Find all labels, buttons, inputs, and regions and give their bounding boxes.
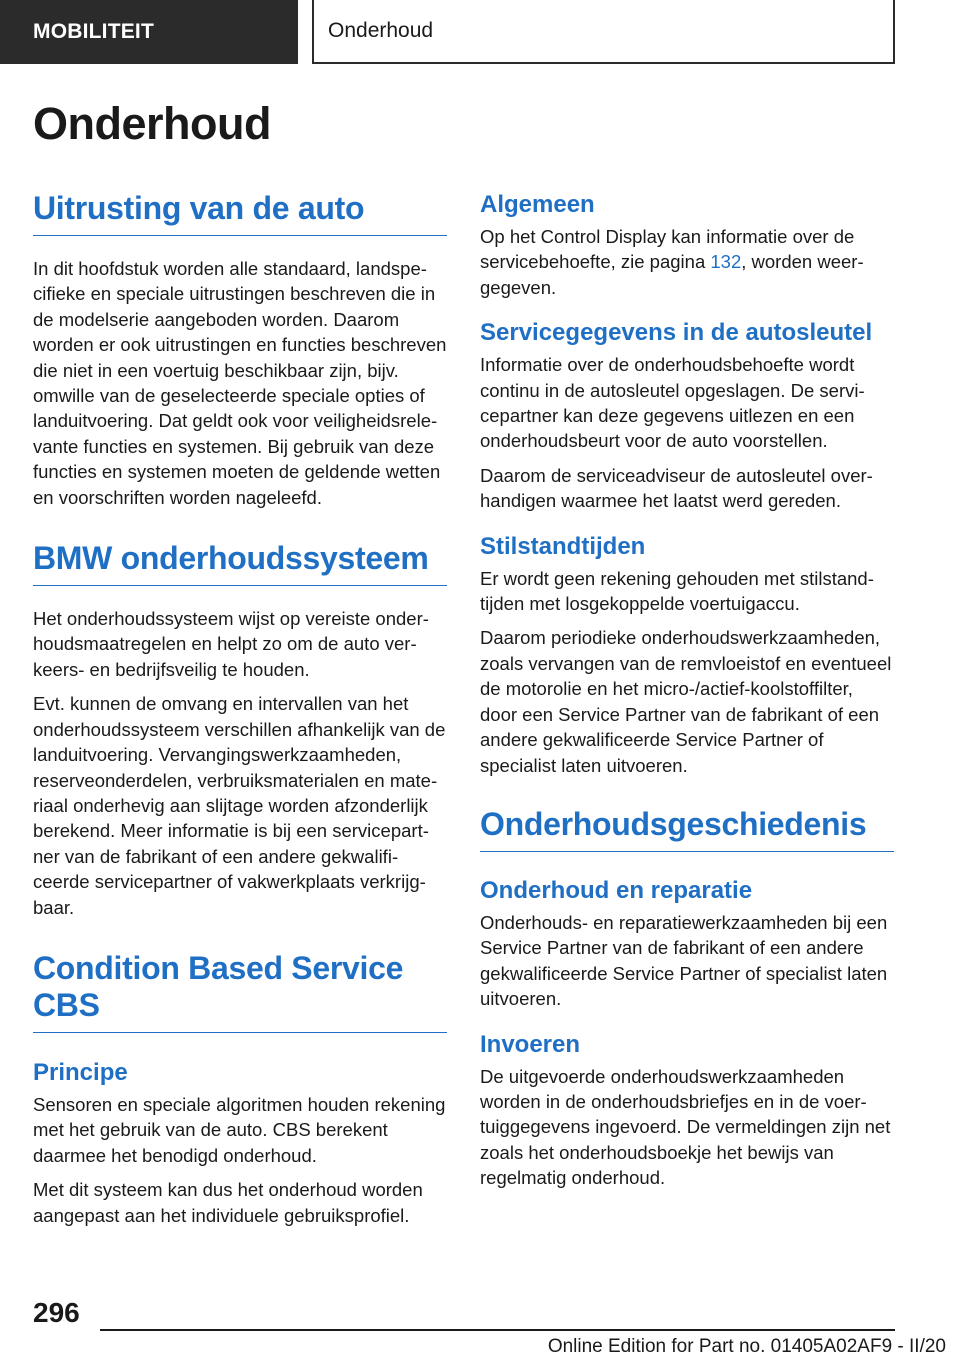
subheading-invoeren: Invoeren — [480, 1030, 581, 1058]
paragraph-servicegegevens-2: Daarom de serviceadviseur de autosleutel overhandigen waarmee het laatst werd gereden. — [480, 464, 873, 512]
page-link-132[interactable]: 132 — [710, 251, 742, 273]
edition-footer: Online Edition for Part no. 01405A02AF9 - II/20 — [547, 1336, 946, 1357]
heading-bmw-onderhoudssysteem: BMW onderhoudssysteem — [33, 540, 447, 586]
subheading-servicegegevens: Servicegegevens in de autosleutel — [480, 319, 873, 347]
paragraph-reparatie: Onderhouds- en reparatiewerkzaamheden bij een Service Partner van de fabrikant of een andere gekwalificeerde Service Partner of specialist laten uitvoeren. — [480, 911, 888, 1010]
footer-divider — [100, 1329, 895, 1331]
page-title: Onderhoud — [33, 98, 271, 149]
paragraph-onderhoudssysteem-2: Evt. kunnen de omvang en intervallen van het onderhoudssysteem verschillen afhankelijk van de landuitvoering. Vervangingswerkzaamheden, reserveonderdelen, verbruiksmaterialen en materiaal onderhevig aan slijtage worden afzonderlijk berekend. Meer informatie is bij een servicepartner van de fabrikant of een andere gekwalificeerde servicepartner of vakwerkplaats verkrijgbaar. — [33, 693, 446, 918]
section-tab: MOBILITEIT — [0, 0, 298, 64]
subheading-onderhoud-reparatie: Onderhoud en reparatie — [480, 876, 753, 904]
page-number: 296 — [33, 1297, 80, 1328]
paragraph-onderhoudssysteem-1: Het onderhoudssysteem wijst op vereiste onderhoudsmaatregelen en helpt zo om de auto verkeers- en bedrijfsveilig te houden. — [33, 608, 429, 680]
right-column — [480, 190, 894, 1200]
left-column — [33, 190, 447, 1237]
subheading-stilstandtijden: Stilstandtijden — [480, 532, 646, 560]
paragraph-uitrusting: In dit hoofdstuk worden alle standaard, landspecifieke en speciale uitrustingen beschreven die in de modelserie aangeboden worden. Daarom worden er ook uitrustingen en functies beschreven die niet in een voertuig beschikbaar zijn, bijv. omwille van de geselecteerde speciale opties of landuitvoering. Dat geldt ook voor veiligheidsrelevante functies en systemen. Bij gebruik van deze functies en systemen moeten de geldende wetten en voorschriften worden nageleefd. — [33, 258, 447, 508]
text-algemeen-after: , worden weergegeven. — [480, 251, 864, 298]
heading-cbs: Condition Based Service CBS — [33, 950, 447, 1033]
subheading-algemeen: Algemeen — [480, 191, 595, 218]
paragraph-stilstand-1: Er wordt geen rekening gehouden met stilstandtijden met losgekoppelde voertuigaccu. — [480, 567, 874, 615]
paragraph-invoeren: De uitgevoerde onderhoudswerkzaamheden worden in de onderhoudsbriefjes en in de voertuiggegevens ingevoerd. De vermeldingen zijn net zoals het onderhoudsboekje het bewijs van regelmatig onderhoud. — [480, 1065, 891, 1189]
heading-uitrusting: Uitrusting van de auto — [33, 190, 447, 236]
page-header — [0, 0, 960, 66]
paragraph-principe-2: Met dit systeem kan dus het onderhoud worden aangepast aan het individuele gebruiksprofiel. — [33, 1179, 423, 1226]
chapter-tab: Onderhoud — [312, 0, 895, 64]
text-algemeen-before: Op het Control Display kan informatie over de servicebehoefte, zie pagina — [480, 226, 855, 273]
paragraph-servicegegevens-1: Informatie over de onderhoudsbehoefte wordt continu in de autosleutel opgeslagen. De servicepartner kan deze gegevens uitlezen en een onderhoudsbeurt voor de auto voorstellen. — [480, 354, 865, 452]
paragraph-algemeen — [480, 224, 894, 300]
paragraph-principe-1: Sensoren en speciale algoritmen houden rekening met het gebruik van de auto. CBS berekent daarmee het benodigd onderhoud. — [33, 1093, 446, 1166]
heading-onderhoudsgeschiedenis: Onderhoudsgeschiedenis — [480, 806, 894, 852]
subheading-principe: Principe — [33, 1058, 128, 1086]
paragraph-stilstand-2: Daarom periodieke onderhoudswerkzaamheden, zoals vervangen van de remvloeistof en eventueel de motorolie en het micro-/actief-koolstoffilter, door een Service Partner van de fabrikant of een andere gekwalificeerde Service Partner of specialist laten uitvoeren. — [480, 627, 892, 776]
